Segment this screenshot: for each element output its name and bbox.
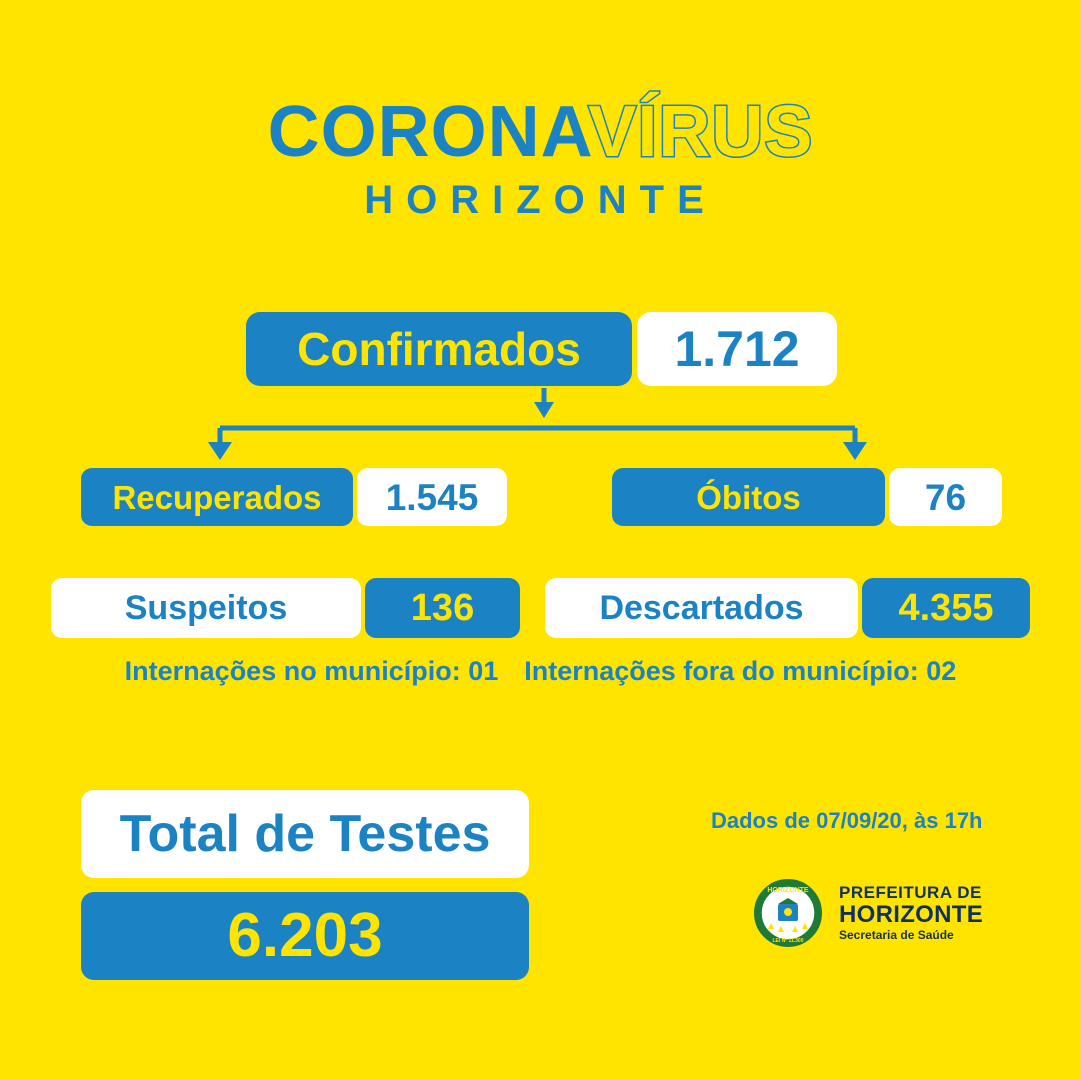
svg-text:HORIZONTE: HORIZONTE: [767, 887, 809, 894]
svg-text:LEI Nº 11.300: LEI Nº 11.300: [772, 938, 804, 944]
descartados-value: 4.355: [862, 578, 1030, 638]
brand-line2: HORIZONTE: [839, 901, 984, 929]
confirmados-value: 1.712: [637, 312, 837, 386]
total-testes-block: [81, 790, 529, 980]
brand-block: [751, 876, 983, 950]
internacoes-line: [0, 656, 1081, 687]
recuperados-label: Recuperados: [81, 468, 353, 526]
brand-line3: Secretaria de Saúde: [839, 928, 954, 943]
title-part-virus: VÍRUS: [588, 92, 814, 172]
internacoes-fora: Internações fora do município: 02: [524, 656, 957, 686]
stat-row-confirmados: [246, 312, 837, 386]
total-testes-value: 6.203: [81, 892, 529, 980]
prefeitura-seal-icon: [751, 876, 825, 950]
title-main: [0, 92, 1081, 172]
descartados-label: Descartados: [545, 578, 858, 638]
connector-arrows: [0, 388, 1081, 478]
confirmados-label: Confirmados: [246, 312, 632, 386]
stat-row-suspeitos: [51, 578, 520, 638]
stat-row-recuperados: [81, 468, 507, 526]
stat-row-descartados: [545, 578, 1030, 638]
brand-text: [839, 884, 983, 942]
page-title: [0, 92, 1081, 222]
brand-line1: PREFEITURA DE: [839, 883, 982, 903]
stat-row-obitos: [612, 468, 1002, 526]
obitos-value: 76: [889, 468, 1002, 526]
recuperados-value: 1.545: [357, 468, 507, 526]
data-note: Dados de 07/09/20, às 17h: [711, 808, 983, 833]
obitos-label: Óbitos: [612, 468, 885, 526]
suspeitos-value: 136: [365, 578, 520, 638]
total-testes-label: Total de Testes: [81, 790, 529, 878]
title-subtitle: HORIZONTE: [364, 178, 717, 222]
suspeitos-label: Suspeitos: [51, 578, 361, 638]
internacoes-municipio: Internações no município: 01: [124, 656, 499, 686]
title-part-corona: CORONA: [267, 92, 589, 172]
